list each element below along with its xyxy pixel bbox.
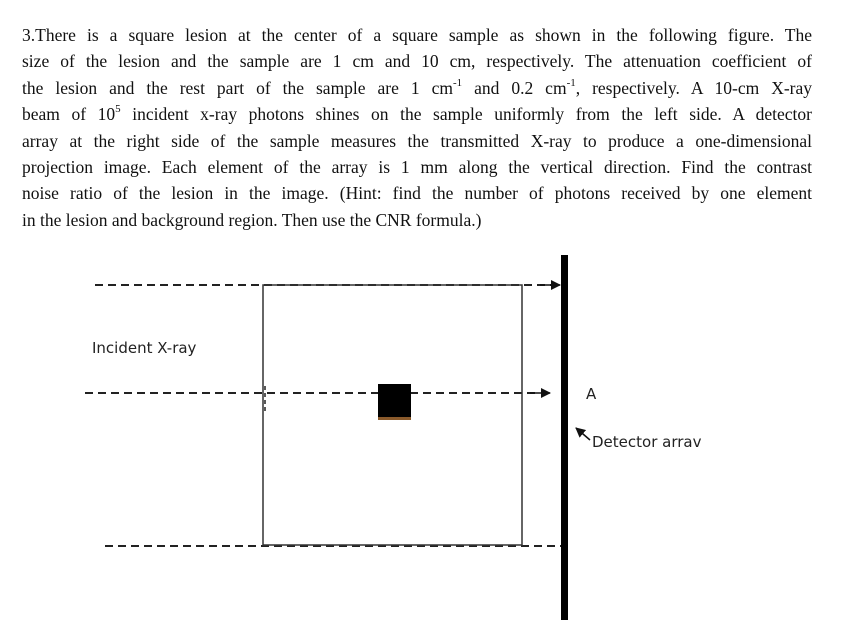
superscript-five: 5	[115, 103, 121, 116]
detector-pointer-arrow	[576, 428, 590, 440]
lesion-shadow	[378, 417, 411, 420]
detector-array-bar	[561, 255, 568, 620]
line4-part-2: incident x-ray photons shines on the sample uniformly from the left side. A detector	[120, 104, 812, 125]
line3-part-3: , respectively. A 10-cm X-ray	[575, 77, 812, 98]
incident-xray-label: Incident X-ray	[92, 339, 197, 357]
problem-line-8: in the lesion and background region. Then use the CNR formula.)	[22, 209, 482, 230]
problem-line-1: 3.There is a square lesion at the center of a square sample as shown in the following figure. The	[22, 25, 812, 45]
line3-part-2: and 0.2 cm	[462, 77, 567, 98]
detector-array-label: Detector arrav	[592, 433, 702, 451]
superscript-minus-one: -1	[566, 76, 576, 89]
superscript-minus-one: -1	[452, 76, 463, 89]
problem-line-5: array at the right side of the sample measures the transmitted X-ray to produce a one-dimensional	[22, 130, 812, 151]
lesion-square	[378, 384, 411, 418]
line3-part-1: the lesion and the rest part of the sample are 1 cm	[22, 77, 453, 98]
line4-part-1: beam of 10	[22, 104, 116, 125]
problem-line-6: projection image. Each element of the array is 1 mm along the vertical direction. Find the contrast	[22, 156, 812, 177]
problem-line-2: size of the lesion and the sample are 1 cm and 10 cm, respectively. The attenuation coefficient of	[22, 51, 812, 72]
point-a-label: A	[586, 385, 597, 403]
problem-line-7: noise ratio of the lesion in the image. (Hint: find the number of photons received by one element	[22, 183, 812, 204]
